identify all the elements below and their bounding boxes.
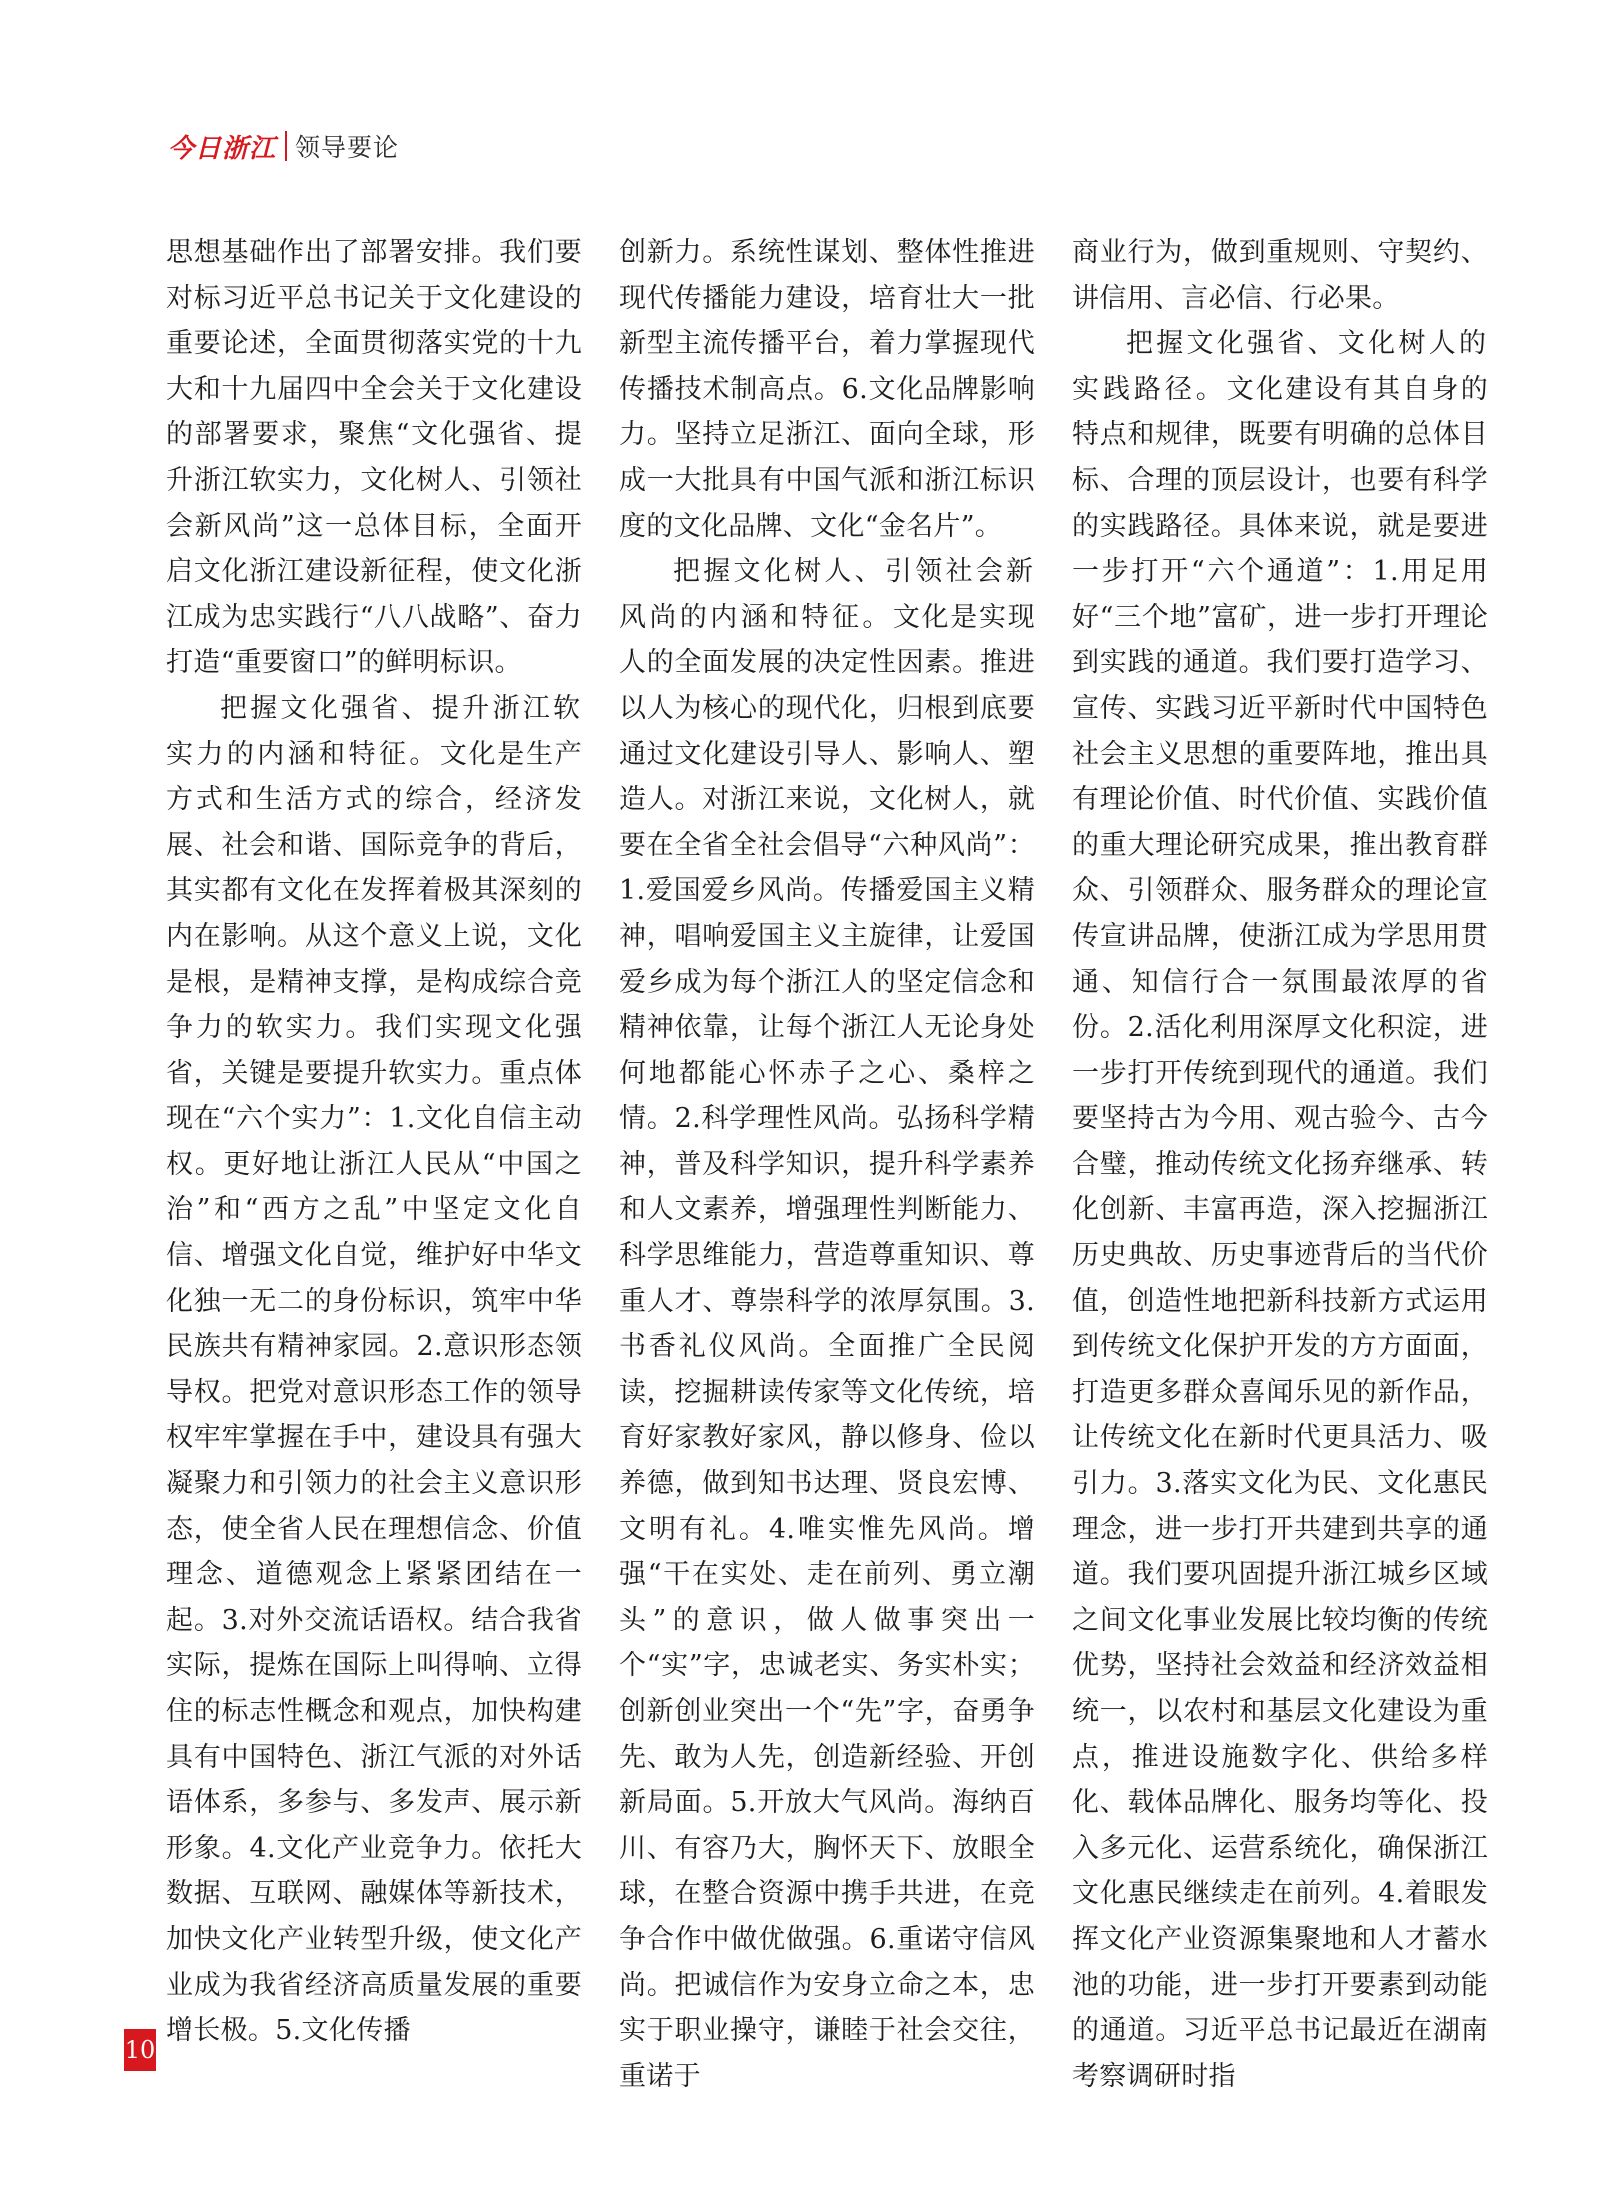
section-title: 领导要论 (295, 133, 400, 162)
magazine-logo: 今日浙江 (168, 133, 277, 164)
paragraph (1072, 230, 1488, 321)
paragraph (166, 686, 582, 2054)
paragraph (1072, 321, 1488, 2099)
page-header (168, 126, 399, 166)
header-divider (285, 131, 287, 161)
page-number: 10 (124, 2029, 156, 2071)
text-column-3 (1072, 230, 1489, 2092)
paragraph (166, 230, 582, 686)
paragraph (619, 549, 1035, 2099)
paragraph-text: 思想基础作出了部署安排。我们要对标习近平总书记关于文化建设的重要论述，全面贯彻落实党的十九大和十九届四中全会关于文化建设的部署要求，聚焦“文化强省、提升浙江软实力，文化树人、引领社会新风尚”这一总体目标，全面开启文化浙江建设新征程，使文化浙江成为忠实践行“八八战略”、奋力打造“重要窗口”的鲜明标识。 (166, 237, 582, 679)
paragraph-lead: 把握文化强省、提升浙江软实力的内涵和特征。 (166, 692, 582, 770)
paragraph-lead: 把握文化强省、文化树人的实践路径。 (1072, 328, 1488, 405)
text-column-2 (619, 230, 1036, 2092)
paragraph-text: 文化是实现人的全面发展的决定性因素。推进以人为核心的现代化，归根到底要通过文化建设引导人、影响人、塑造人。对浙江来说，文化树人，就要在全省全社会倡导“六种风尚”：1.爱国爱乡风尚。传播爱国主义精神，唱响爱国主义主旋律，让爱国爱乡成为每个浙江人的坚定信念和精神依靠，让每个浙江人无论身处何地都能心怀赤子之心、桑梓之情。2.科学理性风尚。弘扬科学精神，普及科学知识，提升科学素养和人文素养，增强理性判断能力、科学思维能力，营造尊重知识、尊重人才、尊崇科学的浓厚氛围。3.书香礼仪风尚。全面推广全民阅读，挖掘耕读传家等文化传统，培育好家教好家风，静以修身、俭以养德，做到知书达理、贤良宏博、文明有礼。4.唯实惟先风尚。增强“干在实处、走在前列、勇立潮头”的意识，做人做事突出一个“实”字，忠诚老实、务实朴实；创新创业突出一个“先”字，奋勇争先、敢为人先，创造新经验、开创新局面。5.开放大气风尚。海纳百川、有容乃大，胸怀天下、放眼全球，在整合资源中携手共进，在竞争合作中做优做强。6.重诺守信风尚。把诚信作为安身立命之本，忠实于职业操守，谦睦于社会交往，重诺于 (619, 601, 1036, 2092)
paragraph-text: 文化建设有其自身的特点和规律，既要有明确的总体目标、合理的顶层设计，也要有科学的实践路径。具体来说，就是要进一步打开“六个通道”：1.用足用好“三个地”富矿，进一步打开理论到实践的通道。我们要打造学习、宣传、实践习近平新时代中国特色社会主义思想的重要阵地，推出具有理论价值、时代价值、实践价值的重大理论研究成果，推出教育群众、引领群众、服务群众的理论宣传宣讲品牌，使浙江成为学思用贯通、知信行合一氛围最浓厚的省份。2.活化利用深厚文化积淀，进一步打开传统到现代的通道。我们要坚持古为今用、观古验今、古今合璧，推动传统文化扬弃继承、转化创新、丰富再造，深入挖掘浙江历史典故、历史事迹背后的当代价值，创造性地把新科技新方式运用到传统文化保护开发的方方面面，打造更多群众喜闻乐见的新作品，让传统文化在新时代更具活力、吸引力。3.落实文化为民、文化惠民理念，进一步打开共建到共享的通道。我们要巩固提升浙江城乡区域之间文化事业发展比较均衡的传统优势，坚持社会效益和经济效益相统一，以农村和基层文化建设为重点，推进设施数字化、供给多样化、载体品牌化、服务均等化、投入多元化、运营系统化，确保浙江文化惠民继续走在前列。4.着眼发挥文化产业资源集聚地和人才蓄水池的功能，进一步打开要素到动能的通道。习近平总书记最近在湖南考察调研时指 (1072, 373, 1489, 2092)
paragraph-lead: 把握文化树人、引领社会新风尚的内涵和特征。 (619, 556, 1035, 633)
paragraph-text: 创新力。系统性谋划、整体性推进现代传播能力建设，培育壮大一批新型主流传播平台，着力掌握现代传播技术制高点。6.文化品牌影响力。坚持立足浙江、面向全球，形成一大批具有中国气派和浙江标识度的文化品牌、文化“金名片”。 (619, 237, 1035, 542)
text-column-1 (166, 230, 583, 2047)
paragraph-text: 商业行为，做到重规则、守契约、讲信用、言必信、行必果。 (1072, 237, 1488, 314)
paragraph-text: 文化是生产方式和生活方式的综合，经济发展、社会和谐、国际竞争的背后，其实都有文化在发挥着极其深刻的内在影响。从这个意义上说，文化是根，是精神支撑，是构成综合竞争力的软实力。我们实现文化强省，关键是要提升软实力。重点体现在“六个实力”：1.文化自信主动权。更好地让浙江人民从“中国之治”和“西方之乱”中坚定文化自信、增强文化自觉，维护好中华文化独一无二的身份标识，筑牢中华民族共有精神家园。2.意识形态领导权。把党对意识形态工作的领导权牢牢掌握在手中，建设具有强大凝聚力和引领力的社会主义意识形态，使全省人民在理想信念、价值理念、道德观念上紧紧团结在一起。3.对外交流话语权。结合我省实际，提炼在国际上叫得响、立得住的标志性概念和观点，加快构建具有中国特色、浙江气派的对外话语体系，多参与、多发声、展示新形象。4.文化产业竞争力。依托大数据、互联网、融媒体等新技术，加快文化产业转型升级，使文化产业成为我省经济高质量发展的重要增长极。5.文化传播 (166, 738, 583, 2047)
paragraph (619, 230, 1035, 549)
